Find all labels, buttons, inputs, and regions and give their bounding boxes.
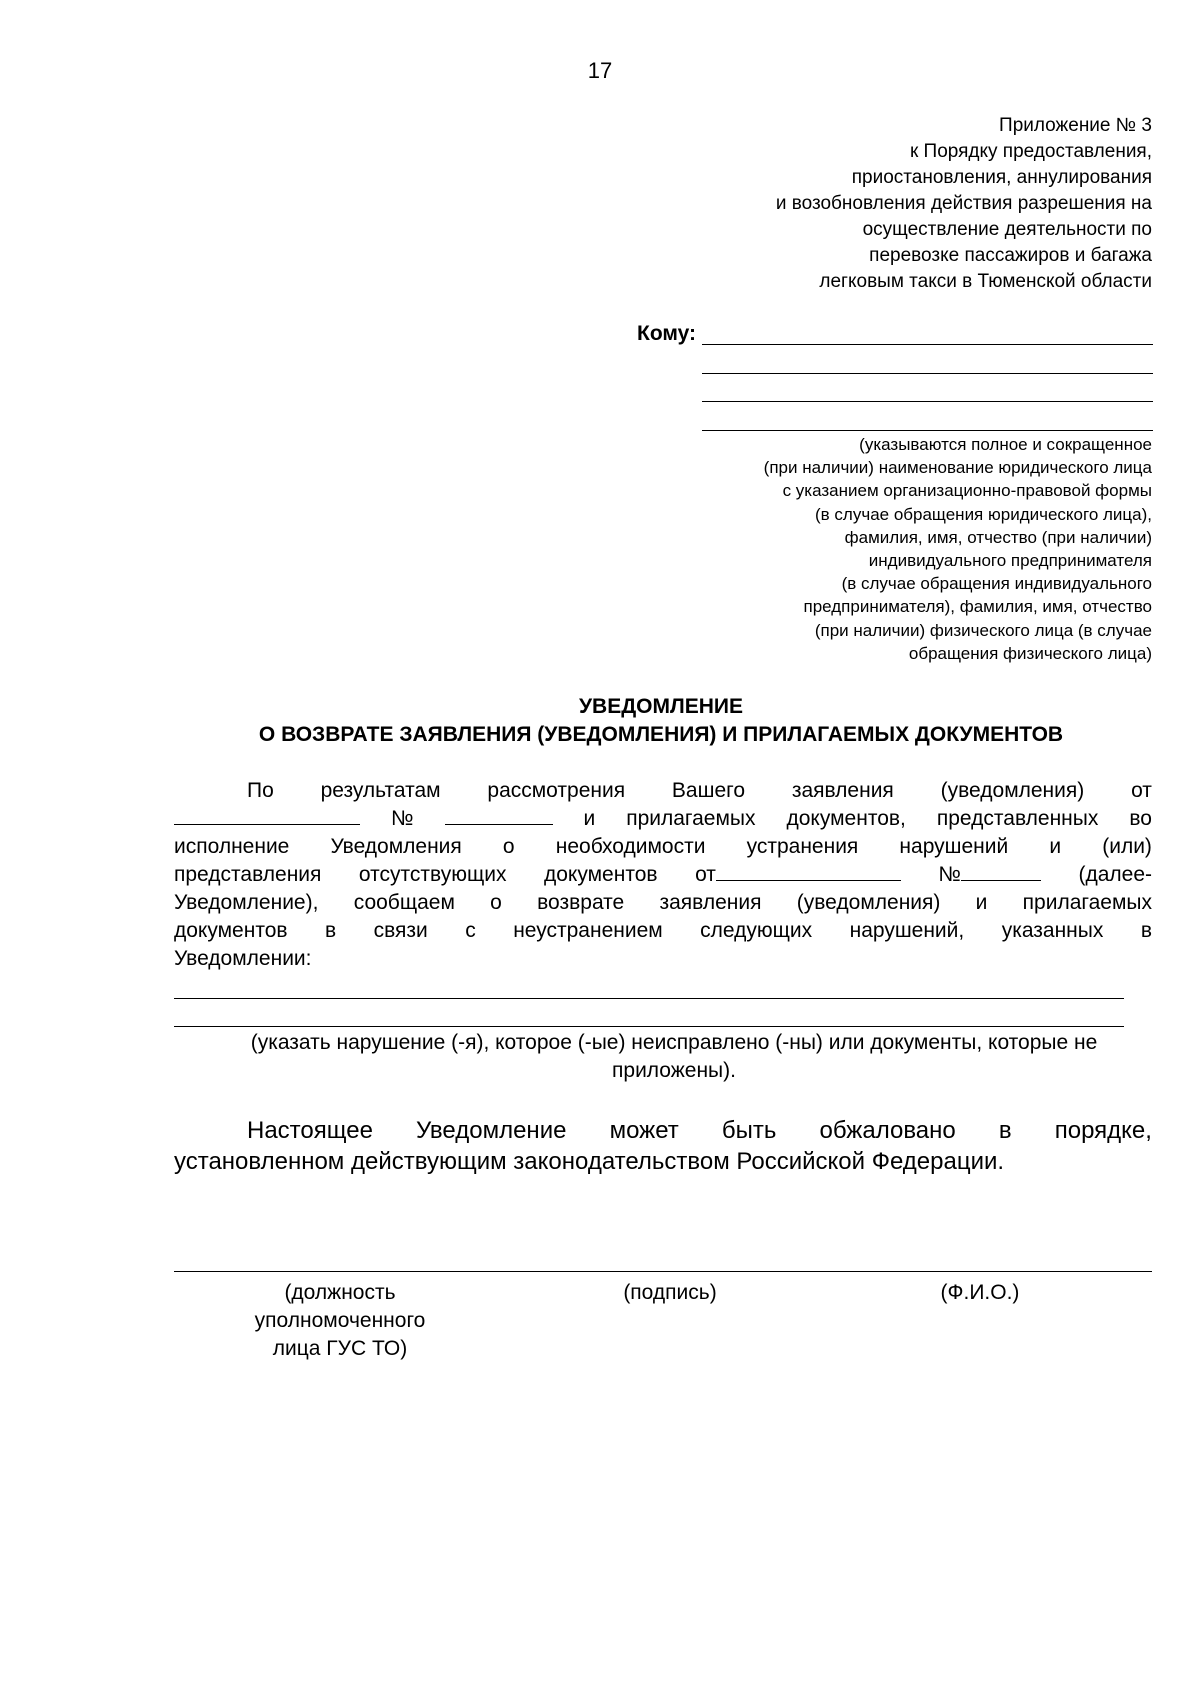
body-line (174, 805, 1152, 833)
addressee-note (592, 433, 1152, 665)
signature-sign-caption: (подпись) (623, 1281, 717, 1304)
appendix-line: перевозке пассажиров и багажа (869, 245, 1152, 266)
signature-caption-line: лица ГУС ТО) (272, 1337, 408, 1360)
body-word: во (1129, 807, 1152, 830)
body-word: результатам (320, 779, 441, 802)
body-word: с (465, 919, 476, 942)
number-sign: № (938, 863, 961, 886)
body-word: нарушений, (849, 919, 965, 942)
violation-line (174, 998, 1124, 999)
body-word: следующих (700, 919, 813, 942)
body-word: представленных (936, 807, 1099, 830)
note-line: с указанием организационно-правовой формы (782, 481, 1152, 501)
body-word: прилагаемых (1022, 891, 1152, 914)
body-word: (уведомления) (940, 779, 1085, 802)
body-word: исполнение (174, 835, 290, 858)
note-line: (при наличии) наименование юридического лица (763, 458, 1152, 478)
notice-body (174, 777, 1152, 973)
body-word: заявления (791, 779, 894, 802)
addressee-line (702, 344, 1153, 345)
body-line (174, 917, 1152, 945)
body-word: нарушений (899, 835, 1009, 858)
body-line (174, 833, 1152, 861)
appeal-word: порядке, (1054, 1117, 1152, 1144)
title-line: УВЕДОМЛЕНИЕ (578, 695, 744, 718)
addressee-line (702, 430, 1153, 431)
note-line: (в случае обращения юридического лица), (815, 504, 1152, 524)
document-title (170, 693, 1152, 749)
notice-date-group (695, 861, 901, 889)
body-word: возврате (537, 891, 625, 914)
note-line: предпринимателя), фамилия, имя, отчество (803, 597, 1152, 617)
body-word: указанных (1001, 919, 1104, 942)
body-word: неустранением (513, 919, 663, 942)
appendix-line: осуществление деятельности по (862, 219, 1152, 240)
body-word: от (1131, 779, 1152, 802)
notice-date-blank (716, 862, 901, 881)
body-word: о (502, 835, 515, 858)
body-word: отсутствующих (358, 863, 507, 886)
body-word: и (583, 807, 596, 830)
appeal-word: может (609, 1117, 679, 1144)
body-word: Уведомления (330, 835, 462, 858)
appendix-line: к Порядку предоставления, (909, 141, 1152, 162)
body-word: Вашего (671, 779, 745, 802)
note-line: фамилия, имя, отчество (при наличии) (844, 527, 1152, 547)
addressee-line (702, 373, 1153, 374)
body-word: о (490, 891, 502, 914)
body-word: (или) (1102, 835, 1152, 858)
body-word: прилагаемых (626, 807, 756, 830)
body-line (174, 861, 1152, 889)
appeal-line (174, 1115, 1152, 1146)
body-word: заявления (659, 891, 762, 914)
body-word: устранения (746, 835, 859, 858)
page-number: 17 (587, 58, 613, 83)
signature-caption-line: уполномоченного (254, 1309, 426, 1332)
note-line: индивидуального предпринимателя (868, 551, 1152, 571)
appeal-word: быть (721, 1117, 777, 1144)
appendix-line: и возобновления действия разрешения на (775, 193, 1152, 214)
body-word: и (1049, 835, 1062, 858)
title-line: О ВОЗВРАТЕ ЗАЯВЛЕНИЯ (УВЕДОМЛЕНИЯ) И ПРИЛАГАЕМЫХ ДОКУМЕНТОВ (258, 723, 1064, 746)
addressee-label: Кому: (637, 322, 697, 345)
body-word: документов, (786, 807, 906, 830)
notice-number-blank (961, 862, 1041, 881)
signature-name-caption: (Ф.И.О.) (940, 1281, 1020, 1304)
body-word: представления (174, 863, 322, 886)
appendix-line: приостановления, аннулирования (851, 167, 1152, 188)
body-word: связи (373, 919, 428, 942)
body-word: документов (174, 919, 288, 942)
violation-note (174, 1029, 1174, 1085)
body-word: и (975, 891, 988, 914)
appeal-word: Уведомление (416, 1117, 567, 1144)
body-word: (далее- (1078, 863, 1152, 886)
appeal-word: в (998, 1117, 1012, 1144)
appendix-reference (652, 113, 1152, 295)
number-sign: № (390, 807, 414, 830)
appeal-line: установленном действующим законодательством Российской Федерации. (174, 1148, 1005, 1175)
violation-note-line: (указать нарушение (-я), которое (-ые) неисправлено (-ны) или документы, которые не (250, 1031, 1098, 1054)
appeal-word: Настоящее (247, 1117, 373, 1144)
signature-position (220, 1279, 460, 1363)
body-word: от (695, 863, 716, 886)
appeal-word: обжаловано (819, 1117, 956, 1144)
violation-note-line: приложены). (612, 1059, 736, 1082)
body-word: документов (543, 863, 658, 886)
violation-line (174, 1026, 1124, 1027)
note-line: (при наличии) физического лица (в случае (814, 620, 1152, 640)
body-line: Уведомлении: (174, 947, 312, 970)
application-date-blank (174, 806, 360, 825)
body-word: По (247, 779, 274, 802)
body-line (174, 777, 1152, 805)
signature-line (174, 1271, 1152, 1272)
body-word: Уведомление), (174, 891, 319, 914)
body-word: необходимости (555, 835, 706, 858)
body-line (174, 889, 1152, 917)
note-line: обращения физического лица) (908, 643, 1152, 663)
notice-number-group (938, 861, 1041, 889)
appendix-line: легковым такси в Тюменской области (819, 271, 1152, 292)
body-word: в (325, 919, 337, 942)
signature-caption-line: (должность (284, 1281, 396, 1304)
body-word: (уведомления) (796, 891, 941, 914)
note-line: (указываются полное и сокращенное (859, 435, 1152, 454)
appeal-paragraph (174, 1115, 1152, 1177)
note-line: (в случае обращения индивидуального (841, 574, 1152, 594)
application-number-blank (445, 806, 553, 825)
body-word: сообщаем (353, 891, 455, 914)
body-word: рассмотрения (487, 779, 626, 802)
body-word: в (1140, 919, 1152, 942)
addressee-line (702, 401, 1153, 402)
appendix-line: Приложение № 3 (999, 115, 1152, 136)
